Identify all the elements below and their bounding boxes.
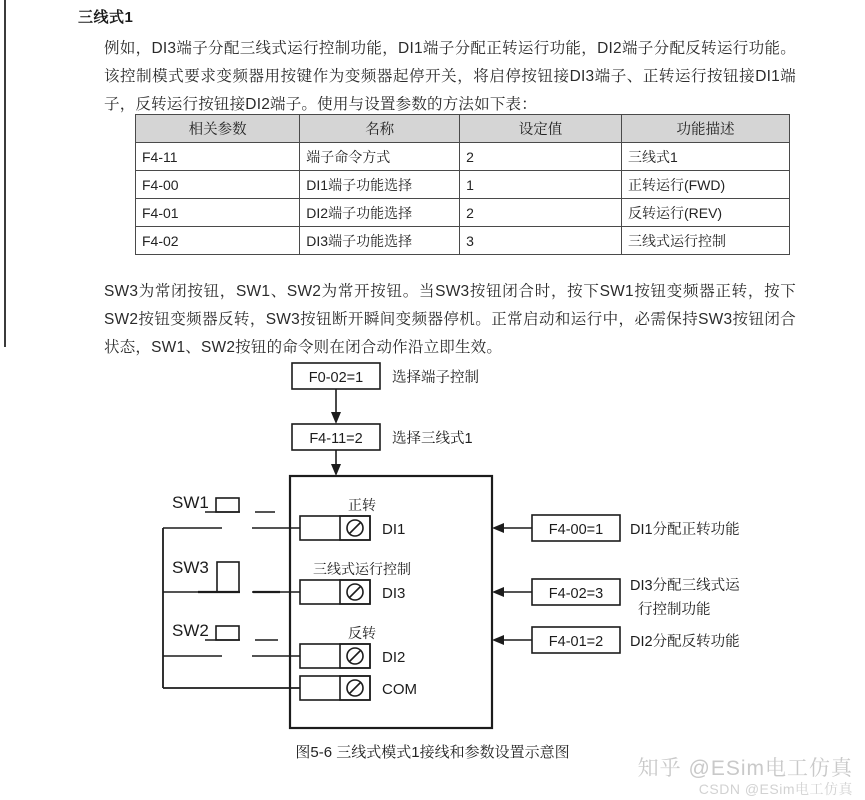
cell-desc: 正转运行(FWD) xyxy=(621,171,789,199)
flow-box-2-note: 选择三线式1 xyxy=(392,431,473,447)
cell-name: DI3端子功能选择 xyxy=(300,227,460,255)
cell-value: 2 xyxy=(460,143,622,171)
sw1-button-cap xyxy=(216,498,239,512)
annotation-box-2-label: F4-02=3 xyxy=(548,586,604,602)
terminal-name-di3: DI3 xyxy=(382,585,406,602)
flow-box-2-label: F4-11=2 xyxy=(309,431,363,447)
table-header-row xyxy=(136,115,790,143)
annotation-box-3-label: F4-01=2 xyxy=(548,634,604,650)
column-header-desc: 功能描述 xyxy=(621,115,789,143)
table-row xyxy=(136,143,790,171)
terminal-block-com xyxy=(300,676,370,700)
notes-paragraph: SW3为常闭按钮，SW1、SW2为常开按钮。当SW3按钮闭合时，按下SW1按钮变频器正转，按下SW2按钮变频器反转，SW3按钮断开瞬间变频器停机。正常启动和运行中，必需保持SW3按钮闭合状态，SW1、SW2按钮的命令则在闭合动作沿立即生效。 xyxy=(104,283,796,356)
terminal-name-di1: DI1 xyxy=(382,521,406,538)
flow-box-1-label: F0-02=1 xyxy=(308,370,364,386)
intro-paragraph: 例如，DI3端子分配三线式运行控制功能，DI1端子分配正转运行功能，DI2端子分配反转运行功能。该控制模式要求变频器用按键作为变频器起停开关，将启停按钮接DI3端子、正转运行按钮接DI1端子，反转运行按钮接DI2端子。使用与设置参数的方法如下表： xyxy=(104,40,796,113)
page-edge-rule xyxy=(4,0,6,347)
switch-label-sw3: SW3 xyxy=(172,558,209,577)
terminal-block-di3 xyxy=(300,580,370,604)
annotation-arrow-1 xyxy=(492,523,504,533)
annotation-box-1-label: F4-00=1 xyxy=(548,522,604,538)
flow-box-1-note: 选择端子控制 xyxy=(392,370,479,386)
arrow-down-2 xyxy=(331,464,341,476)
terminal-function-di2: 反转 xyxy=(348,625,376,641)
column-header-value: 设定值 xyxy=(460,115,622,143)
watermark-csdn: CSDN @ESim电工仿真 xyxy=(698,781,853,797)
annotation-text-2-line2: 行控制功能 xyxy=(638,602,711,618)
cell-parameter: F4-01 xyxy=(136,199,300,227)
terminal-function-di3: 三线式运行控制 xyxy=(313,561,411,577)
sw3-button-stem xyxy=(217,562,239,592)
parameter-table xyxy=(135,114,790,255)
column-header-parameter: 相关参数 xyxy=(136,115,300,143)
cell-value: 1 xyxy=(460,171,622,199)
arrow-down-1 xyxy=(331,412,341,424)
switch-label-sw1: SW1 xyxy=(172,493,209,512)
terminal-name-com: COM xyxy=(382,681,417,698)
cell-name: DI1端子功能选择 xyxy=(300,171,460,199)
terminal-function-di1: 正转 xyxy=(348,497,376,513)
column-header-name: 名称 xyxy=(300,115,460,143)
cell-value: 2 xyxy=(460,199,622,227)
cell-desc: 三线式运行控制 xyxy=(621,227,789,255)
cell-parameter: F4-11 xyxy=(136,143,300,171)
annotation-arrow-2 xyxy=(492,587,504,597)
cell-name: 端子命令方式 xyxy=(300,143,460,171)
cell-name: DI2端子功能选择 xyxy=(300,199,460,227)
table-row xyxy=(136,199,790,227)
cell-parameter: F4-02 xyxy=(136,227,300,255)
watermark-zhihu: 知乎 @ESim电工仿真 xyxy=(637,757,853,780)
wiring-diagram xyxy=(0,352,865,752)
annotation-arrow-3 xyxy=(492,635,504,645)
cell-value: 3 xyxy=(460,227,622,255)
figure-caption: 图5-6 三线式模式1接线和参数设置示意图 xyxy=(295,744,570,761)
page-title: 三线式1 xyxy=(78,9,134,26)
annotation-text-2-line1: DI3分配三线式运 xyxy=(630,578,740,594)
cell-desc: 三线式1 xyxy=(621,143,789,171)
terminal-block-di1 xyxy=(300,516,370,540)
cell-parameter: F4-00 xyxy=(136,171,300,199)
switch-label-sw2: SW2 xyxy=(172,621,209,640)
annotation-text-3: DI2分配反转功能 xyxy=(630,634,740,650)
table-row xyxy=(136,171,790,199)
cell-desc: 反转运行(REV) xyxy=(621,199,789,227)
terminal-block-di2 xyxy=(300,644,370,668)
table-row xyxy=(136,227,790,255)
annotation-text-1: DI1分配正转功能 xyxy=(630,522,740,538)
terminal-name-di2: DI2 xyxy=(382,649,406,666)
sw2-button-cap xyxy=(216,626,239,640)
